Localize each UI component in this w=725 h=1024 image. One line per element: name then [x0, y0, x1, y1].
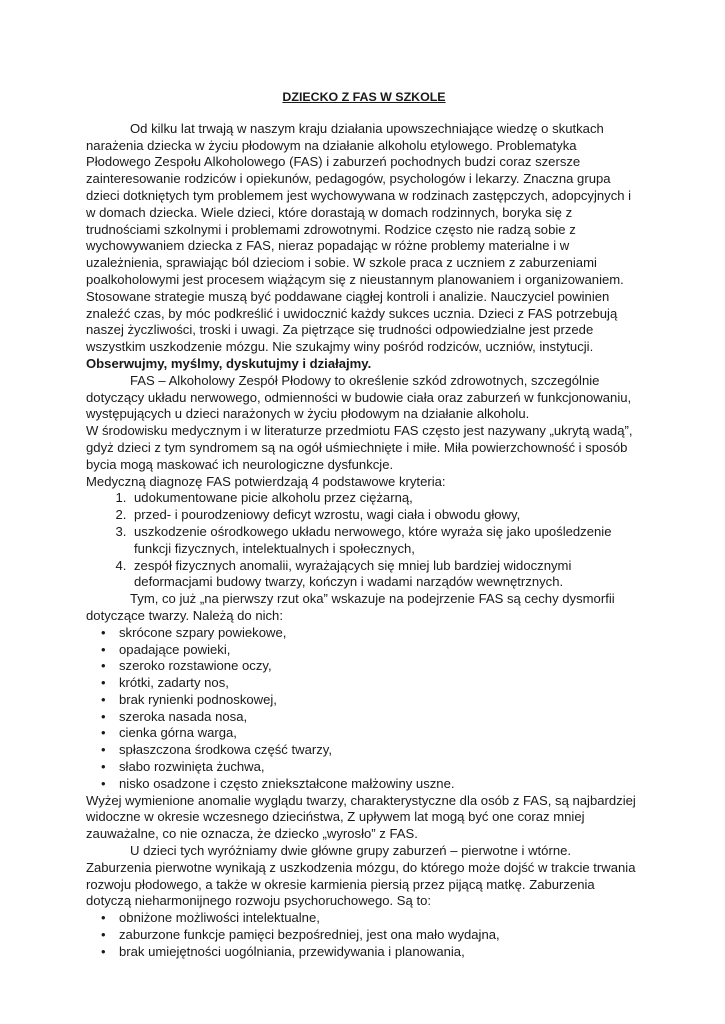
primary-list [86, 910, 642, 960]
list-item: • krótki, zadarty nos, [119, 675, 642, 692]
list-item: • opadające powieki, [119, 642, 642, 659]
list-item: • zaburzone funkcje pamięci bezpośredniej, jest ona mało wydajna, [119, 927, 642, 944]
list-item: • brak rynienki podnoskowej, [119, 692, 642, 709]
list-item: • szeroko rozstawione oczy, [119, 658, 642, 675]
intro-paragraph: Od kilku lat trwają w naszym kraju działania upowszechniające wiedzę o skutkach narażenia dziecka w życiu płodowym na działanie alkoholu etylowego. Problematyka Płodowego Zespołu Alkoholowego (FAS) i zaburzeń pochodnych budzi coraz szersze zainteresowanie rodziców i opiekunów, pedagogów, psychologów i lekarzy. Znaczna grupa dzieci dotkniętych tym problemem jest wychowywana w rodzinach zastępczych, adopcyjnych i w domach dziecka. Wiele dzieci, które dorastają w domach rodzinnych, boryka się z trudnościami szkolnymi i problemami zdrowotnymi. Rodzice często nie radzą sobie z wychowywaniem dziecka z FAS, nieraz popadając w różne problemy materialne i w uzależnienia, sprawiając ból dzieciom i sobie. W szkole praca z uczniem z zaburzeniami poalkoholowymi jest procesem wiążącym się z nieustannym planowaniem i organizowaniem. Stosowane strategie muszą być poddawane ciągłej kontroli i analizie. Nauczyciel powinien znaleźć czas, by móc podkreślić i uwidocznić każdy sukces ucznia. Dzieci z FAS potrzebują naszej życzliwości, troski i uwagi. Za piętrzące się trudności odpowiedzialne jest przede wszystkim uszkodzenie mózgu. Nie szukajmy winy pośród rodziców, uczniów, instytucji. [86, 120, 632, 355]
list-item: • brak umiejętności uogólniania, przewidywania i planowania, [119, 944, 642, 961]
criteria-intro: Medyczną diagnozę FAS potwierdzają 4 podstawowe kryteria: [86, 473, 446, 489]
dysmorphia-intro: Tym, co już „na pierwszy rzut oka” wskazuje na podejrzenie FAS są cechy dysmorfii dotyczące twarzy. Należą do nich: [86, 591, 615, 623]
list-item: • skrócone szpary powiekowe, [119, 625, 642, 642]
groups-intro: U dzieci tych wyróżniamy dwie główne grupy zaburzeń – pierwotne i wtórne. [130, 843, 572, 859]
criteria-item: 3. uszkodzenie ośrodkowego układu nerwowego, które wyraża się jako upośledzenie funkcji fizycznych, intelektualnych i społecznych, [130, 524, 642, 558]
criteria-item: 4. zespół fizycznych anomalii, wyrażających się mniej lub bardziej widocznymi deformacjami budowy twarzy, kończyn i wadami narządów wewnętrznych. [130, 558, 642, 592]
motto-line: Obserwujmy, myślmy, dyskutujmy i działajmy. [86, 355, 372, 371]
definition-paragraph: FAS – Alkoholowy Zespół Płodowy to określenie szkód zdrowotnych, szczególnie dotyczący układu nerwowego, odmienności w budowie ciała oraz zaburzeń w funkcjonowaniu, występujących u dzieci narażonych w życiu płodowym na działanie alkoholu. [86, 372, 632, 422]
primary-paragraph: Zaburzenia pierwotne wynikają z uszkodzenia mózgu, do którego może dojść w trakcie trwania rozwoju płodowego, a także w okresie karmienia piersią przez pijącą matkę. Zaburzenia dotyczą nieharmonijnego rozwoju psychoruchowego. Są to: [86, 859, 636, 909]
list-item: • słabo rozwinięta żuchwa, [119, 759, 642, 776]
document-title: DZIECKO Z FAS W SZKOLE [282, 90, 446, 104]
criteria-item: 1. udokumentowane picie alkoholu przez ciężarną, [130, 490, 642, 507]
criteria-list [86, 490, 642, 591]
criteria-item: 2. przed- i pourodzeniowy deficyt wzrostu, wagi ciała i obwodu głowy, [130, 507, 642, 524]
document-body [86, 89, 642, 961]
list-item: • obniżone możliwości intelektualne, [119, 910, 642, 927]
list-item: • nisko osadzone i często zniekształcone małżowiny uszne. [119, 776, 642, 793]
environment-paragraph: W środowisku medycznym i w literaturze przedmiotu FAS często jest nazywany „ukrytą wadą”, gdyż dzieci z tym syndromem są na ogół uśmiechnięte i miłe. Miła powierzchowność i sposób bycia mogą maskować ich neurologiczne dysfunkcje. [86, 423, 633, 472]
list-item: • szeroka nasada nosa, [119, 709, 642, 726]
list-item: • spłaszczona środkowa część twarzy, [119, 742, 642, 759]
dysmorphia-list [86, 625, 642, 793]
list-item: • cienka górna warga, [119, 725, 642, 742]
anomalies-paragraph: Wyżej wymienione anomalie wyglądu twarzy, charakterystyczne dla osób z FAS, są najbardziej widoczne w okresie wczesnego dzieciństwa, Z upływem lat mogą być one coraz mniej zauważalne, co nie oznacza, że dziecko „wyrosło” z FAS. [86, 792, 636, 842]
